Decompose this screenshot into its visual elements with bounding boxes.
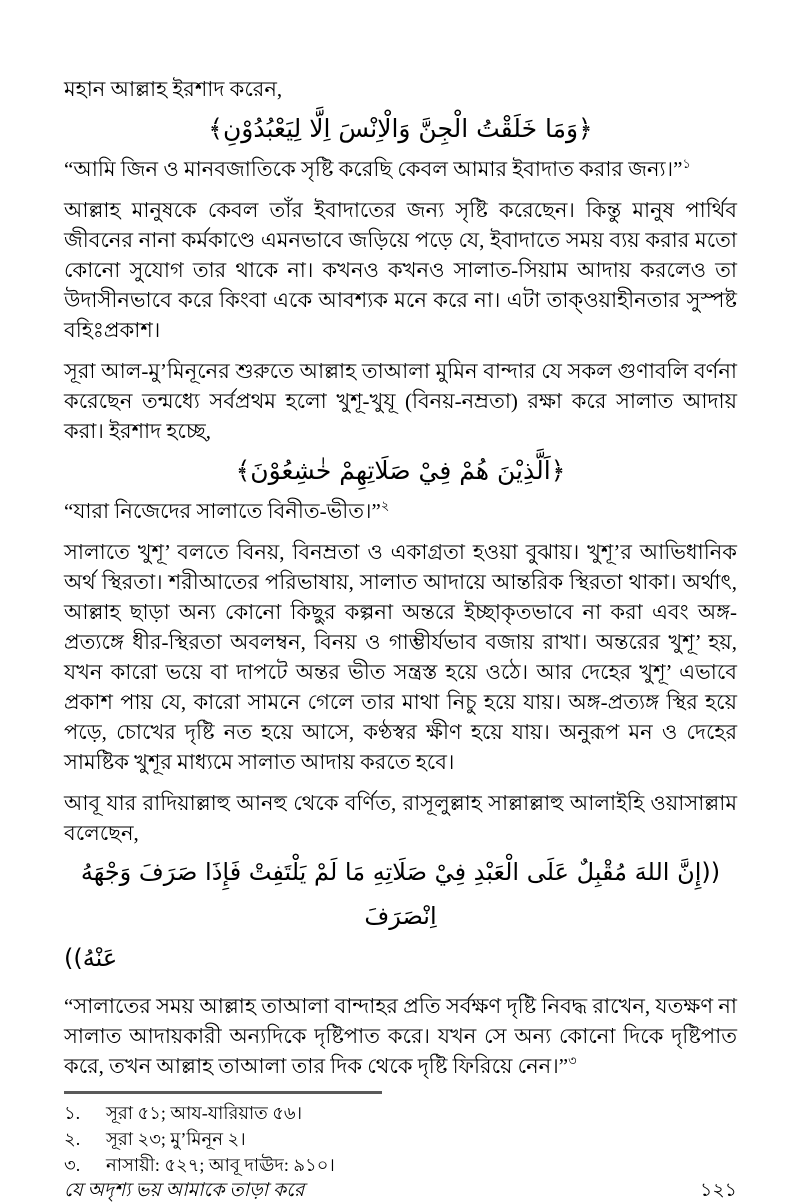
verse-1-translation-text: “আমি জিন ও মানবজাতিকে সৃষ্টি করেছি কেবল আমার ইবাদাত করার জন্য।”: [64, 157, 683, 181]
footnote-ref-3: ৩: [568, 1053, 577, 1068]
intro-line: মহান আল্লাহ ইরশাদ করেন,: [64, 77, 283, 101]
footnote-3-number: ৩.: [64, 1155, 81, 1175]
hadith-arabic-line-1: ((إِنَّ اللهَ مُقْبِلٌ عَلَى الْعَبْدِ فِيْ صَلَاتِهِ مَا لَمْ يَلْتَفِتْ فَإِذَا صَرَفَ وَجْهَهُ اِنْصَرَفَ: [80, 858, 721, 930]
body-paragraph-3: সালাতে খুশূ’ বলতে বিনয়, বিনম্রতা ও একাগ্রতা হওয়া বুঝায়। খুশূ’র আভিধানিক অর্থ স্থিরতা। শরীআতের পরিভাষায়, সালাত আদায়ে আন্তরিক স্থিরতা থাকা। অর্থাৎ, আল্লাহ ছাড়া অন্য কোনো কিছুর কল্পনা অন্তরে ইচ্ছাকৃতভাবে না করা এবং অঙ্গ-প্রত্যঙ্গে ধীর-স্থিরতা অবলম্বন, বিনয় ও গাম্ভীর্যভাব বজায় রাখা। অন্তরের খুশূ’ হয়, যখন কারো ভয়ে বা দাপটে অন্তর ভীত সন্ত্রস্ত হয়ে ওঠে। আর দেহের খুশূ’ এভাবে প্রকাশ পায় যে, কারো সামনে গেলে তার মাথা নিচু হয়ে যায়। অঙ্গ-প্রত্যঙ্গ স্থির হয়ে পড়ে, চোখের দৃষ্টি নত হয়ে আসে, কণ্ঠস্বর ক্ষীণ হয়ে যায়। অনুরূপ মন ও দেহের সামষ্টিক খুশূর মাধ্যমে সালাত আদায় করতে হবে।: [64, 540, 737, 774]
verse-1-translation: [64, 154, 737, 184]
footnote-1-text: সূরা ৫১; আয-যারিয়াত ৫৬।: [106, 1103, 303, 1123]
page-number: ১২১: [699, 1180, 737, 1201]
body-paragraph-4: আবূ যার রাদিয়াল্লাহু আনহু থেকে বর্ণিত, রাসূলুল্লাহ সাল্লাল্লাহু আলাইহি ওয়াসাল্লাম বলেছেন,: [64, 791, 737, 845]
footnote-3-text: নাসায়ী: ৫২৭; আবূ দাঊদ: ৯১০।: [106, 1155, 335, 1175]
verse-2-translation: [64, 496, 737, 526]
footnote-item-2: [64, 1126, 737, 1152]
verse-2-translation-text: “যারা নিজেদের সালাতে বিনীত-ভীত।”: [64, 499, 381, 523]
page-footer: [64, 1178, 737, 1204]
body-paragraph-1: আল্লাহ মানুষকে কেবল তাঁর ইবাদাতের জন্য সৃষ্টি করেছেন। কিন্তু মানুষ পার্থিব জীবনের নানা কর্মকাণ্ডে এমনভাবে জড়িয়ে পড়ে যে, ইবাদাতে সময় ব্যয় করার মতো কোনো সুযোগ তার থাকে না। কখনও কখনও সালাত-সিয়াম আদায় করলেও তা উদাসীনভাবে করে কিংবা একে আবশ্যক মনে করে না। এটা তাক্‌ওয়াহীনতার সুস্পষ্ট বহিঃপ্রকাশ।: [64, 198, 737, 342]
footnotes-section: [64, 1091, 737, 1178]
running-title: যে অদৃশ্য ভয় আমাকে তাড়া করে: [64, 1180, 305, 1201]
footnote-ref-2: ২: [380, 498, 390, 513]
quran-verse-2-arabic: ﴿اَلَّذِيْنَ هُمْ فِيْ صَلَاتِهِمْ خٰشِعُوْنَ﴾: [235, 456, 566, 485]
footnote-1-number: ১.: [64, 1103, 81, 1123]
footnote-ref-1: ১: [682, 156, 691, 171]
hadith-translation-text: “সালাতের সময় আল্লাহ তাআলা বান্দাহর প্রতি সর্বক্ষণ দৃষ্টি নিবদ্ধ রাখেন, যতক্ষণ না সালাত আদায়কারী অন্যদিকে দৃষ্টিপাত করে। যখন সে অন্য কোনো দিকে দৃষ্টিপাত করে, তখন আল্লাহ তাআলা তার দিক থেকে দৃষ্টি ফিরিয়ে নেন।”: [64, 994, 737, 1078]
footnote-2-text: সূরা ২৩; মু’মিনূন ২।: [106, 1129, 246, 1149]
hadith-arabic-line-2: عَنْهُ)): [64, 944, 118, 972]
quran-verse-1-arabic: ﴿وَمَا خَلَقْتُ الْجِنَّ وَالْاِنْسَ اِلَّا لِيَعْبُدُوْنِ﴾: [208, 114, 593, 143]
footnote-separator-rule: [64, 1091, 382, 1094]
footnote-2-number: ২.: [64, 1129, 81, 1149]
hadith-translation: [64, 991, 737, 1081]
footnote-item-3: [64, 1152, 737, 1178]
body-paragraph-2: সূরা আল-মু’মিনূনের শুরুতে আল্লাহ তাআলা মুমিন বান্দার যে সকল গুণাবলি বর্ণনা করেছেন তন্মধ্যে সর্বপ্রথম হলো খুশূ-খুযূ (বিনয়-নম্রতা) রক্ষা করে সালাত আদায় করা। ইরশাদ হচ্ছে,: [64, 359, 737, 443]
footnote-item-1: [64, 1100, 737, 1126]
